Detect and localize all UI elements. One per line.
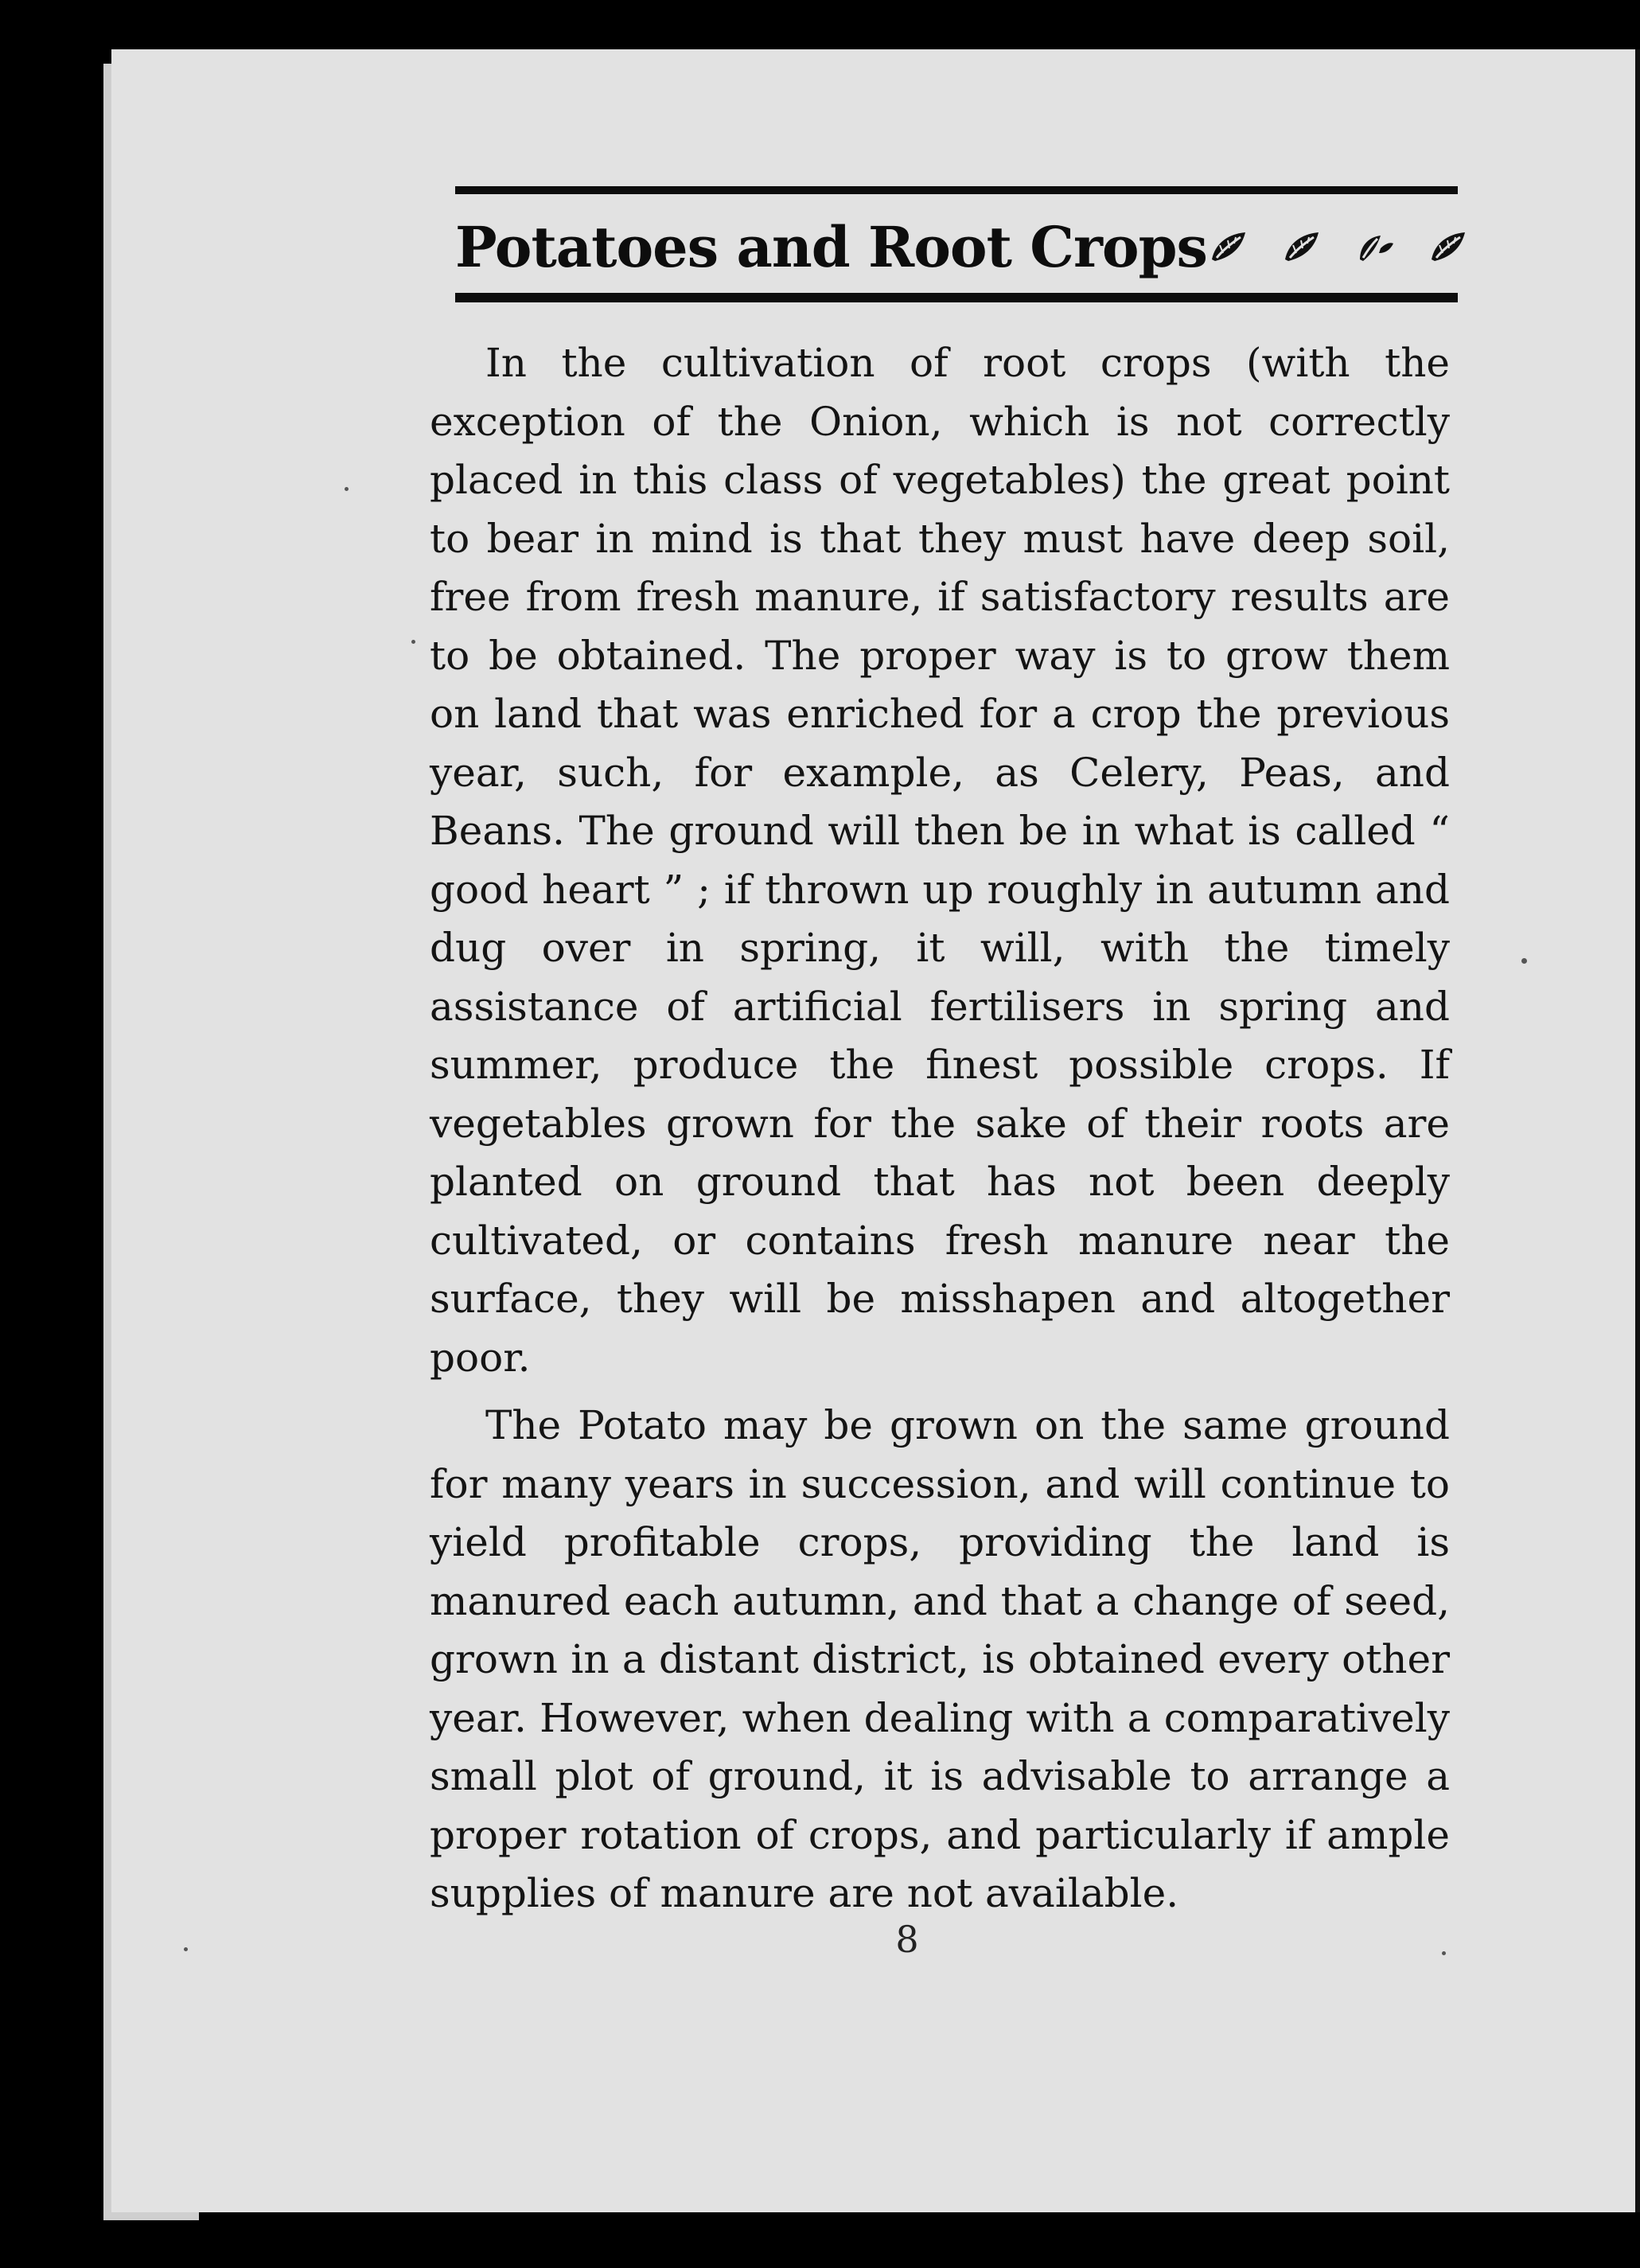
scan-speck bbox=[184, 1947, 188, 1951]
heading-ornaments bbox=[1207, 228, 1474, 266]
leaf-ornament-icon bbox=[1427, 228, 1471, 266]
page-edge bbox=[1635, 49, 1640, 2212]
leaf-ornament-icon bbox=[1280, 228, 1325, 266]
scan-speck bbox=[1442, 1951, 1446, 1955]
paragraph: In the cultivation of root crops (with the exception of the Onion, which is not correctly placed in this class of vegetables) the great point to bear in mind is that they must have deep soil, free from fresh manure, if satisfactory results are to be obtained. The proper way is to grow them on land that was enriched for a crop the previous year, such, for example, as Celery, Peas, and Beans. The ground will then be in what is called “ good heart ” ; if thrown up roughly in autumn and dug over in spring, it will, with the timely assistance of artificial fertilisers in spring and summer, produce the finest possible crops. If vegetables grown for the sake of their roots are planted on ground that has not been deeply cultivated, or contains fresh manure near the surface, they will be misshapen and altogether poor. bbox=[430, 340, 1450, 1381]
scan-speck bbox=[411, 640, 415, 644]
leaf-ornament-icon bbox=[1207, 228, 1252, 266]
scan-speck bbox=[1521, 958, 1527, 964]
chapter-title: Potatoes and Root Crops bbox=[455, 213, 1207, 280]
paragraph: The Potato may be grown on the same ground for many years in succession, and will continue to yield profitable crops, providing the land is manured each autumn, and that a change of seed, grown in a distant district, is obtained every other year. However, when dealing with a comparatively small plot of ground, it is advisable to arrange a proper rotation of crops, and particularly if ample supplies of manure are not available. bbox=[430, 1402, 1450, 1916]
scan-speck bbox=[345, 487, 349, 491]
heading-top-rule bbox=[455, 186, 1458, 194]
page-number: 8 bbox=[895, 1918, 919, 1961]
body-text bbox=[430, 334, 1450, 1923]
chapter-heading bbox=[455, 208, 1458, 285]
leaf-ornament-icon bbox=[1354, 228, 1398, 266]
heading-bottom-rule bbox=[455, 293, 1458, 302]
